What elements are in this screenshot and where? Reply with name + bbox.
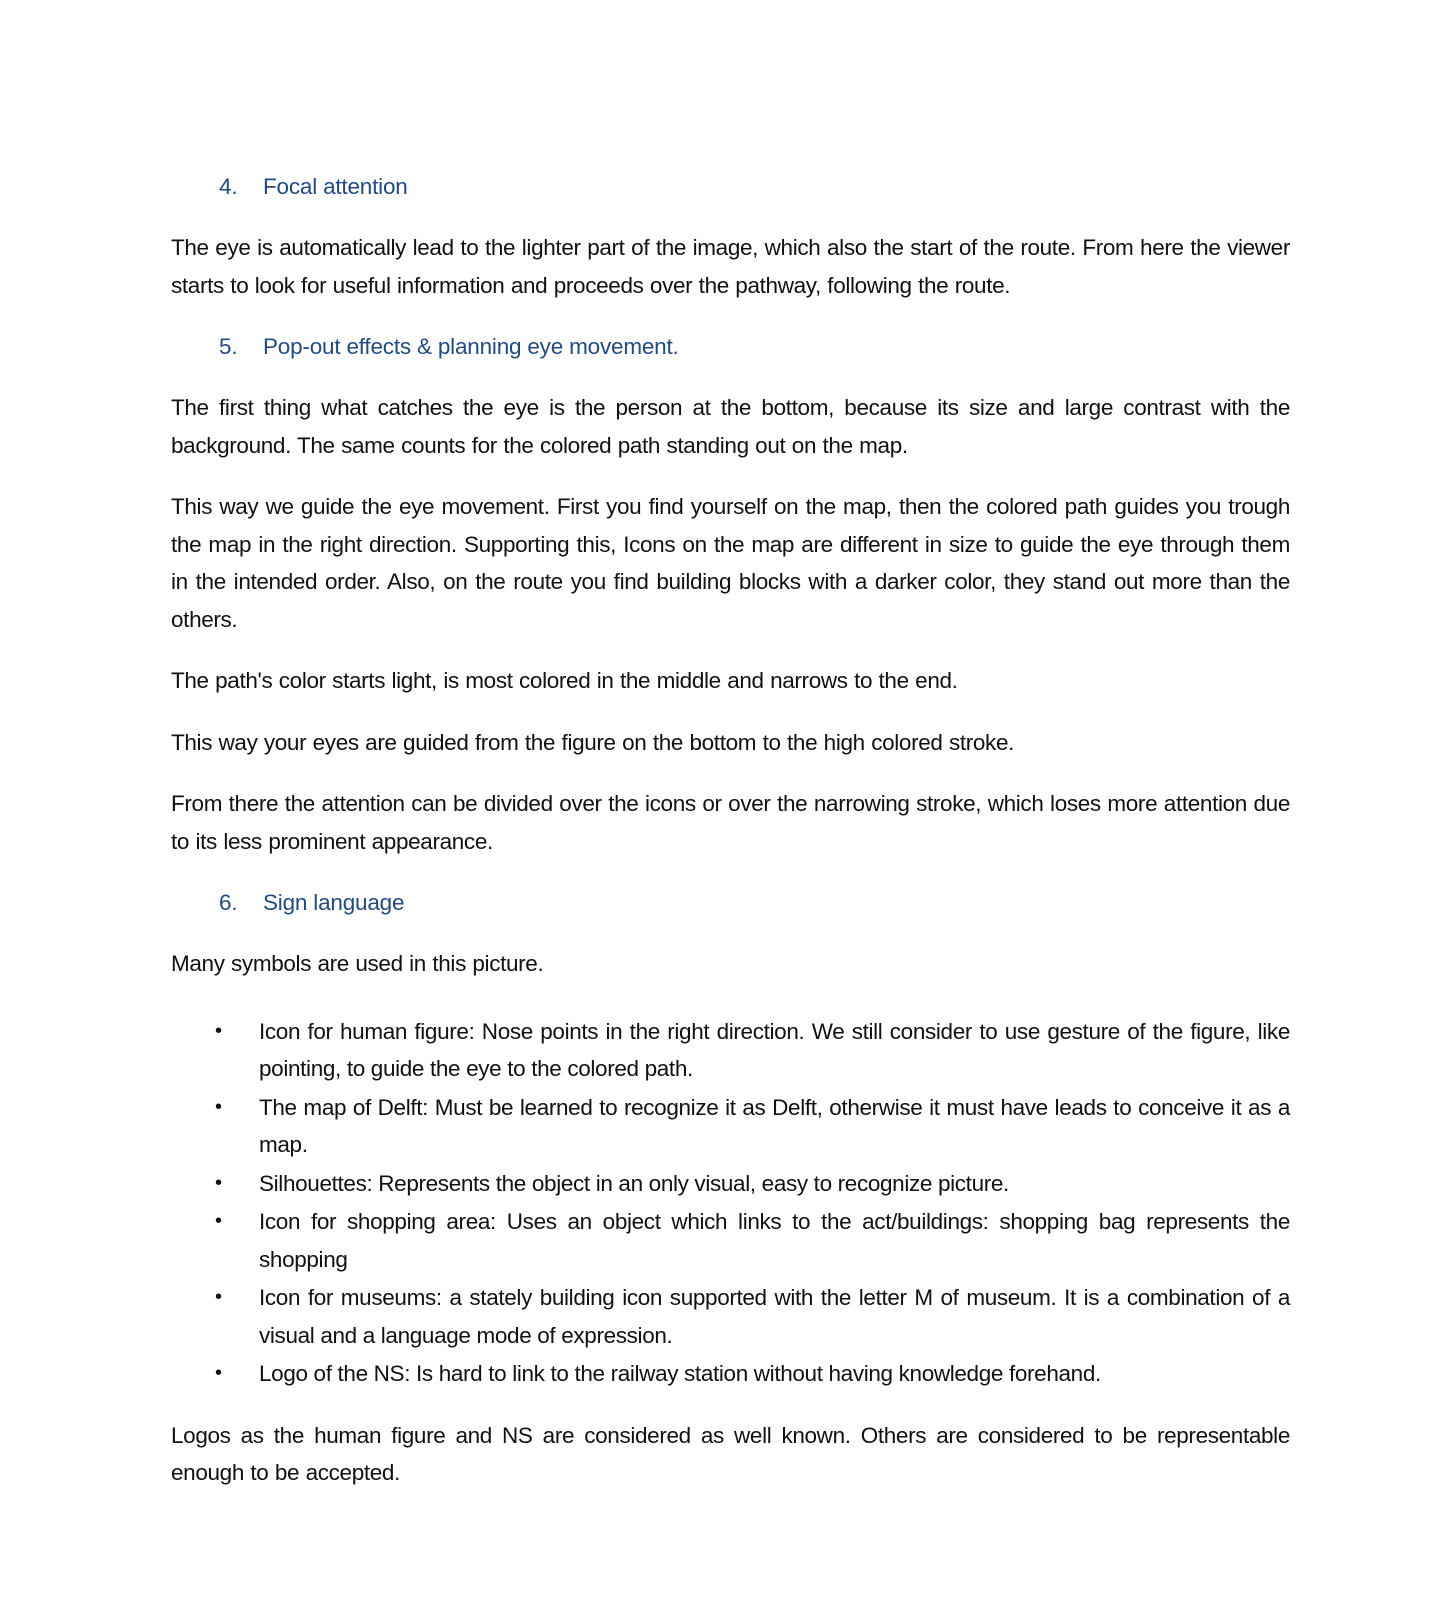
bullet-icon: •: [215, 1171, 222, 1194]
bullet-icon: •: [215, 1362, 222, 1384]
paragraph: The eye is automatically lead to the lighter part of the image, which also the start of the route. From here the viewer starts to look for useful information and proceeds over the pathway, following the route.: [171, 235, 1290, 298]
list-item: [171, 1013, 1290, 1088]
paragraph: The first thing what catches the eye is the person at the bottom, because its size and large contrast with the background. The same counts for the colored path standing out on the map.: [171, 395, 1290, 458]
paragraph-closing: Logos as the human figure and NS are considered as well known. Others are considered to be representable enough to be accepted.: [171, 1422, 1290, 1485]
list-item-text: Icon for shopping area: Uses an object which links to the act/buildings: shopping bag represents the shopping: [259, 1209, 1290, 1272]
section-number: 4.: [219, 174, 238, 199]
section-number: 6.: [219, 890, 238, 915]
bullet-icon: •: [215, 1286, 222, 1308]
section-heading-focal-attention: [171, 168, 1290, 205]
section-number: 5.: [219, 334, 238, 359]
section-title: Pop-out effects & planning eye movement.: [263, 334, 679, 359]
list-item-text: Icon for museums: a stately building icon supported with the letter M of museum. It is a combination of a visual and a language mode of expression.: [259, 1285, 1290, 1348]
list-item-text: The map of Delft: Must be learned to recognize it as Delft, otherwise it must have leads to conceive it as a map.: [259, 1094, 1290, 1157]
bullet-icon: •: [215, 1095, 222, 1118]
list-item: [171, 1089, 1290, 1164]
list-item: [171, 1355, 1290, 1393]
paragraph-intro: Many symbols are used in this picture.: [171, 951, 544, 976]
bullet-icon: •: [215, 1019, 222, 1042]
bullet-list: [171, 1007, 1290, 1393]
document-page: [171, 168, 1290, 1516]
bullet-icon: •: [215, 1210, 222, 1232]
paragraph: This way your eyes are guided from the figure on the bottom to the high colored stroke.: [171, 729, 1015, 755]
paragraph: The path's color starts light, is most colored in the middle and narrows to the end.: [171, 668, 958, 693]
list-item-text: Silhouettes: Represents the object in an only visual, easy to recognize picture.: [259, 1170, 1009, 1196]
paragraph: From there the attention can be divided over the icons or over the narrowing stroke, which loses more attention due to its less prominent appearance.: [171, 791, 1290, 854]
section-title: Focal attention: [263, 174, 408, 199]
list-item: [171, 1203, 1290, 1278]
paragraph: This way we guide the eye movement. First you find yourself on the map, then the colored path guides you trough the map in the right direction. Supporting this, Icons on the map are different in size to guide the eye through them in the intended order. Also, on the route you find building blocks with a darker color, they stand out more than the others.: [171, 494, 1290, 632]
list-item-text: Logo of the NS: Is hard to link to the railway station without having knowledge forehand.: [259, 1361, 1101, 1386]
list-item: [171, 1279, 1290, 1354]
section-heading-pop-out-effects: [171, 328, 1290, 365]
section-heading-sign-language: [171, 884, 1290, 921]
list-item: [171, 1165, 1290, 1203]
list-item-text: Icon for human figure: Nose points in the right direction. We still consider to use gesture of the figure, like pointing, to guide the eye to the colored path.: [259, 1018, 1290, 1081]
section-title: Sign language: [263, 890, 405, 915]
